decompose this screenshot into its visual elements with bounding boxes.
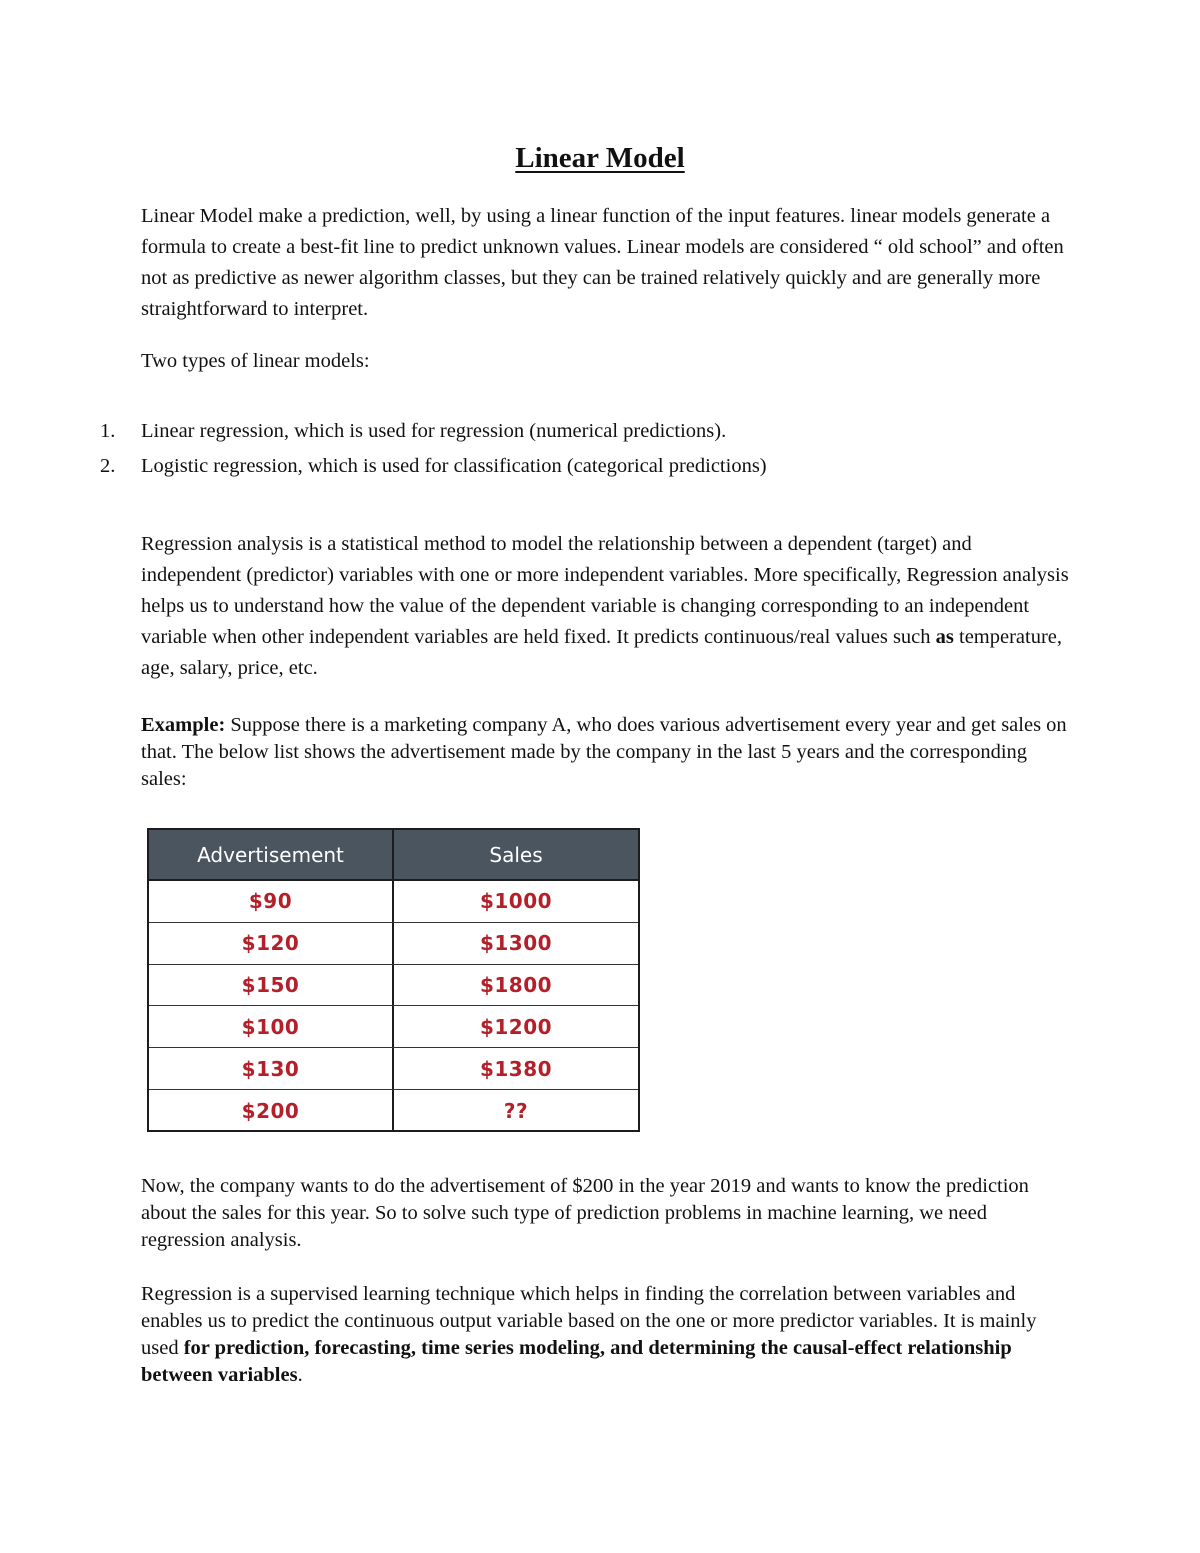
sales-cell: $1380 [479, 1056, 553, 1081]
table-header [149, 830, 638, 881]
types-list [100, 416, 1080, 486]
list-text: Logistic regression, which is used for classification (categorical predictions) [141, 455, 767, 477]
advertisement-cell: $100 [149, 1006, 394, 1047]
table-row [149, 923, 638, 965]
table-row [149, 1048, 638, 1090]
intro-paragraph: Linear Model make a prediction, well, by using a linear function of the input features. linear models generate a formula to create a best-fit line to predict unknown values. Linear models are considered “ old school” and often not as predictive as newer algorithm classes, but they can be trained relatively quickly and are generally more straightforward to interpret. [141, 205, 1064, 320]
table-row [149, 965, 638, 1007]
table-row [149, 881, 638, 923]
regression-definition-text: Regression is a supervised learning technique which helps in finding the correlation between variables and enables us to predict the continuous output variable based on the one or more predictor variables. It is mainly used [141, 1283, 1037, 1359]
list-number: 2. [100, 455, 116, 477]
types-heading: Two types of linear models: [141, 350, 370, 372]
list-item [100, 416, 1080, 451]
prediction-paragraph: Now, the company wants to do the advertisement of $200 in the year 2019 and wants to know the prediction about the sales for this year. So to solve such type of prediction problems in machine learning, we need regression analysis. [141, 1175, 1029, 1251]
sales-cell: $1800 [479, 972, 553, 997]
page-title: Linear Model [515, 142, 685, 174]
sales-cell: $1000 [479, 889, 553, 914]
advertisement-cell: $150 [149, 965, 394, 1006]
sales-cell: ?? [503, 1098, 529, 1123]
header-advertisement: Advertisement [149, 830, 394, 879]
regression-definition-end: . [297, 1364, 303, 1386]
regression-definition-bold: for prediction, forecasting, time series modeling, and determining the causal-effect relationship between variables [141, 1337, 1012, 1386]
sales-cell: $1300 [479, 931, 553, 956]
advertisement-sales-table [147, 828, 640, 1132]
list-item [100, 451, 1080, 486]
advertisement-cell: $120 [149, 923, 394, 964]
sales-cell: $1200 [479, 1014, 553, 1039]
example-label: Example: [141, 714, 226, 736]
advertisement-cell: $130 [149, 1048, 394, 1089]
regression-analysis-text-end: temperature, age, salary, price, etc. [141, 626, 1063, 679]
example-paragraph [141, 712, 1071, 793]
example-text: Suppose there is a marketing company A, who does various advertisement every year and get sales on that. The below list shows the advertisement made by the company in the last 5 years and the corresponding sales: [141, 714, 1067, 790]
list-number: 1. [100, 420, 116, 442]
regression-analysis-text: Regression analysis is a statistical method to model the relationship between a dependent (target) and independent (predictor) variables with one or more independent variables. More specifically, Regression analysis helps us to understand how the value of the dependent variable is changing corresponding to an independent variable when other independent variables are held fixed. It predicts continuous/real values such [141, 533, 1069, 648]
header-sales: Sales [489, 842, 543, 867]
list-text: Linear regression, which is used for regression (numerical predictions). [141, 420, 727, 442]
advertisement-cell: $90 [149, 881, 394, 922]
table-row [149, 1006, 638, 1048]
regression-analysis-paragraph [141, 529, 1071, 684]
regression-analysis-bold: as [935, 626, 954, 648]
table-row [149, 1090, 638, 1132]
regression-definition-paragraph [141, 1281, 1071, 1389]
advertisement-cell: $200 [149, 1090, 394, 1132]
